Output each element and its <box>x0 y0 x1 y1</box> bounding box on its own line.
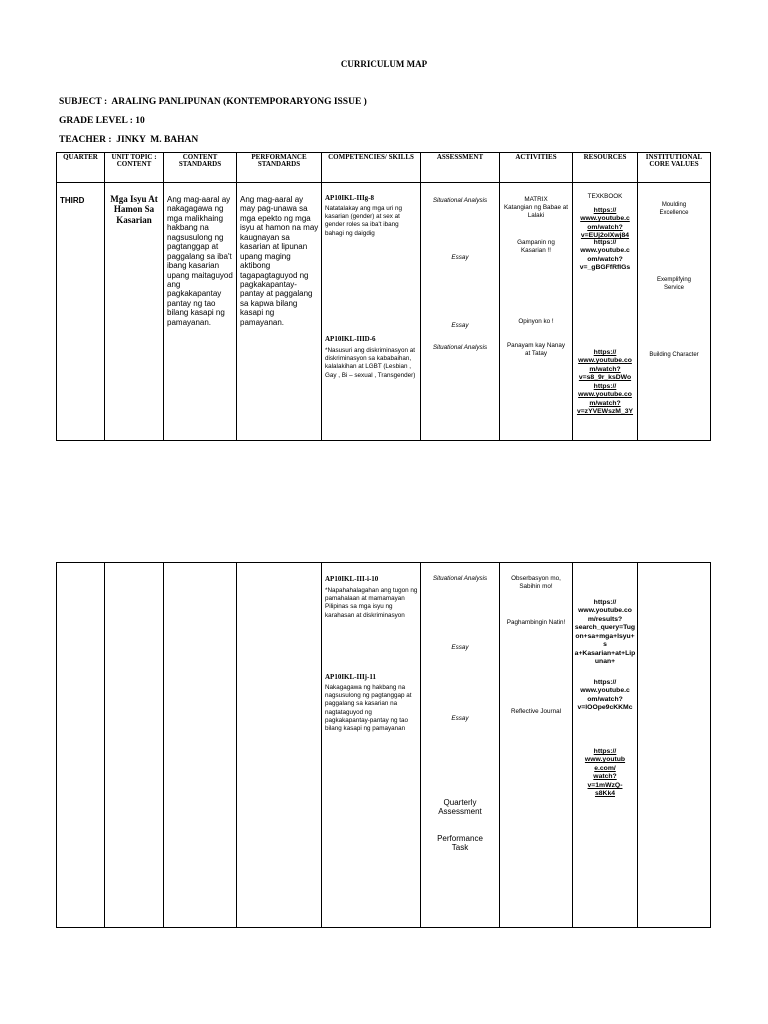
activity-item: Paghambingin Natin! <box>506 619 566 626</box>
header-content-standards: CONTENT STANDARDS <box>164 153 237 183</box>
unit-topic-cell: Mga Isyu At Hamon Sa Kasarian <box>110 194 158 225</box>
assessment-item: Situational Analysis <box>432 575 488 582</box>
header-activities: ACTIVITIES <box>500 153 573 183</box>
activity-item: MATRIX Katangian ng Babae at Lalaki <box>503 196 569 220</box>
assessment-item: Quarterly Assessment <box>438 798 482 817</box>
content-standards-cell: Ang mag-aaral ay nakagagawa ng mga malikhaing hakbang na nagsusulong ng pagtanggap at paggalang sa iba't ibang kasarian upang maitaguyod ang pagkakapantay pantay ng tao bilang kasapi ng pamayanan. <box>167 195 233 327</box>
assessment-item: Essay <box>451 715 469 722</box>
assessment-item: Essay <box>451 254 469 261</box>
grade-level-line: GRADE LEVEL : 10 <box>59 116 145 126</box>
resource-textbook: TEXKBOOK <box>587 193 623 200</box>
document-title: CURRICULUM MAP <box>340 59 428 69</box>
header-performance-standards: PERFORMANCE STANDARDS <box>237 153 322 183</box>
assessment-item: Situational Analysis <box>432 197 488 204</box>
competency-code: AP10IKL-IIIg-8 <box>325 194 375 202</box>
curriculum-table-bottom <box>56 562 711 928</box>
quarter-cell: THIRD <box>60 196 85 205</box>
curriculum-table-top <box>56 152 711 441</box>
resource-link[interactable]: https:// www.youtube.c om/watch? v=lOOpe9cKKMc <box>577 679 633 712</box>
competency-text: *Napahahalagahan ang tugon ng pamahalaan at mamamayan Pilipinas sa mga isyu ng karahasan at diskriminasyon <box>325 587 418 619</box>
competency-code: AP10IKL-IIIj-11 <box>325 673 376 681</box>
competency-text: Natatalakay ang mga uri ng kasarian (gender) at sex at gender roles sa iba't ibang bahagi ng daigdig <box>325 205 403 237</box>
activity-item: Gampanin ng Kasarian !! <box>517 239 555 255</box>
header-assessment: ASSESSMENT <box>421 153 500 183</box>
competency-text: Nakagagawa ng hakbang na nagsusulong ng pagtanggap at paggalang sa kasarian na nagtataguyod ng pagkakapantay-pantay ng tao bilang kasapi ng pamayanan <box>325 684 412 732</box>
assessment-item: Situational Analysis <box>432 344 488 351</box>
assessment-item: Essay <box>451 644 469 651</box>
subject-line: SUBJECT : ARALING PANLIPUNAN (KONTEMPORARYONG ISSUE ) <box>59 97 367 107</box>
resource-link[interactable]: https:// www.youtube.co m/results? search_query=Tug on+sa+mga+Isyu+s a+Kasarian+at+Lip unan+ <box>574 599 636 666</box>
teacher-line: TEACHER : JINKY M. BAHAN <box>59 135 199 145</box>
assessment-item: Performance Task <box>437 834 483 853</box>
competency-code: AP10IKL-IIID-6 <box>325 335 376 343</box>
header-core-values: INSTITUTIONAL CORE VALUES <box>638 153 711 183</box>
header-resources: RESOURCES <box>573 153 638 183</box>
header-unit-topic: UNIT TOPIC : CONTENT <box>105 153 164 183</box>
activity-item: Opinyon ko ! <box>518 318 554 325</box>
core-value: Moulding Excellence <box>659 202 689 217</box>
resource-link[interactable]: https:// www.youtube.c om/watch? v=EUj2olXwj84 <box>580 207 630 240</box>
competency-code: AP10IKL-III-i-10 <box>325 575 379 583</box>
core-value: Exemplifying Service <box>656 277 691 292</box>
resource-link[interactable]: https:// www.youtube.co m/watch? v=s8_9r_ksDWo <box>578 349 632 382</box>
header-quarter: QUARTER <box>57 153 105 183</box>
header-competencies: COMPETENCIES/ SKILLS <box>322 153 421 183</box>
competency-text: *Nasusuri ang diskriminasyon at diskriminasyon sa kababaihan, kalalakihan at LGBT (Lesbian , Gay , Bi – sexual , Transgender) <box>325 347 416 379</box>
resource-link[interactable]: https:// www.youtub e.com/ watch? v=1mWzQ- s8Kk4 <box>584 748 626 798</box>
resource-link[interactable]: https:// www.youtube.co m/watch? v=zYVEWszM_3Y <box>576 383 634 416</box>
table-row <box>57 183 711 441</box>
performance-standards-cell: Ang mag-aaral ay may pag-unawa sa mga epekto ng mga isyu at hamon na may kaugnayan sa kasarian at lipunan upang maging aktibong tagapagtaguyod ng pagkakapantay-pantay at paggalang sa kapwa bilang kasapi ng pamayanan. <box>240 195 319 327</box>
assessment-item: Essay <box>451 322 469 329</box>
activity-item: Obserbasyon mo, Sabihin mo! <box>511 575 561 591</box>
activity-item: Reflective Journal <box>510 708 562 715</box>
table-row <box>57 563 711 928</box>
resource-link[interactable]: https:// www.youtube.c om/watch? v=_gBGFfRflGs <box>579 239 631 272</box>
core-value: Building Character <box>649 352 699 358</box>
activity-item: Panayam kay Nanay at Tatay <box>506 342 566 358</box>
